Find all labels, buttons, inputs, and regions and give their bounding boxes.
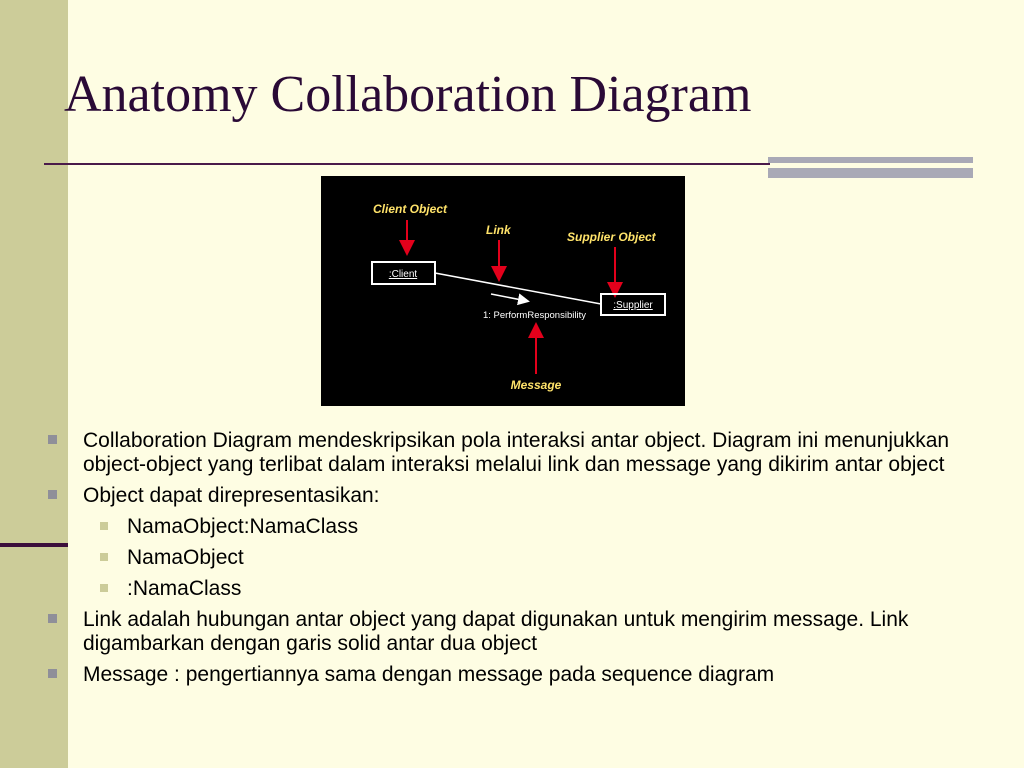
collaboration-diagram-image [321,176,685,406]
sub-bullet-text: :NamaClass [127,577,242,600]
bullet-text: Message : pengertiannya sama dengan message pada sequence diagram [83,663,775,686]
message-text: 1: PerformResponsibility [483,310,586,321]
sub-bullet-item [44,577,984,601]
bullet-square-icon [48,669,57,678]
client-object-label: Client Object [373,202,448,216]
bullet-text: Object dapat direpresentasikan: [83,484,380,507]
message-direction-arrow [491,294,527,301]
bullet-item [44,608,984,656]
slide-title: Anatomy Collaboration Diagram [64,66,752,123]
decorative-bar-top [768,157,973,163]
decorative-bar-bottom [768,168,973,178]
message-label: Message [510,378,562,392]
diagram-canvas [321,176,685,406]
sub-bullet-item [44,546,984,570]
sub-bullet-square-icon [100,522,108,530]
supplier-object-text: :Supplier [613,300,653,311]
bullet-square-icon [48,614,57,623]
sub-bullet-text: NamaObject [127,546,244,569]
bullet-text: Link adalah hubungan antar object yang dapat digunakan untuk mengirim message. Link digambarkan dengan garis solid antar dua object [83,608,909,655]
bullet-square-icon [48,490,57,499]
bullet-item [44,663,984,687]
sub-bullet-square-icon [100,553,108,561]
title-underline [44,163,770,165]
bullet-item [44,429,984,477]
bullet-text: Collaboration Diagram mendeskripsikan pola interaksi antar object. Diagram ini menunjukkan object-object yang terlibat dalam interaksi melalui link dan message yang dikirim antar object [83,429,950,476]
supplier-object-label: Supplier Object [567,230,656,244]
client-object-text: :Client [388,269,418,280]
bullet-list [44,429,984,694]
bullet-square-icon [48,435,57,444]
sub-bullet-square-icon [100,584,108,592]
bullet-item [44,484,984,508]
link-label: Link [486,223,511,237]
sub-bullet-item [44,515,984,539]
sub-bullet-text: NamaObject:NamaClass [127,515,359,538]
